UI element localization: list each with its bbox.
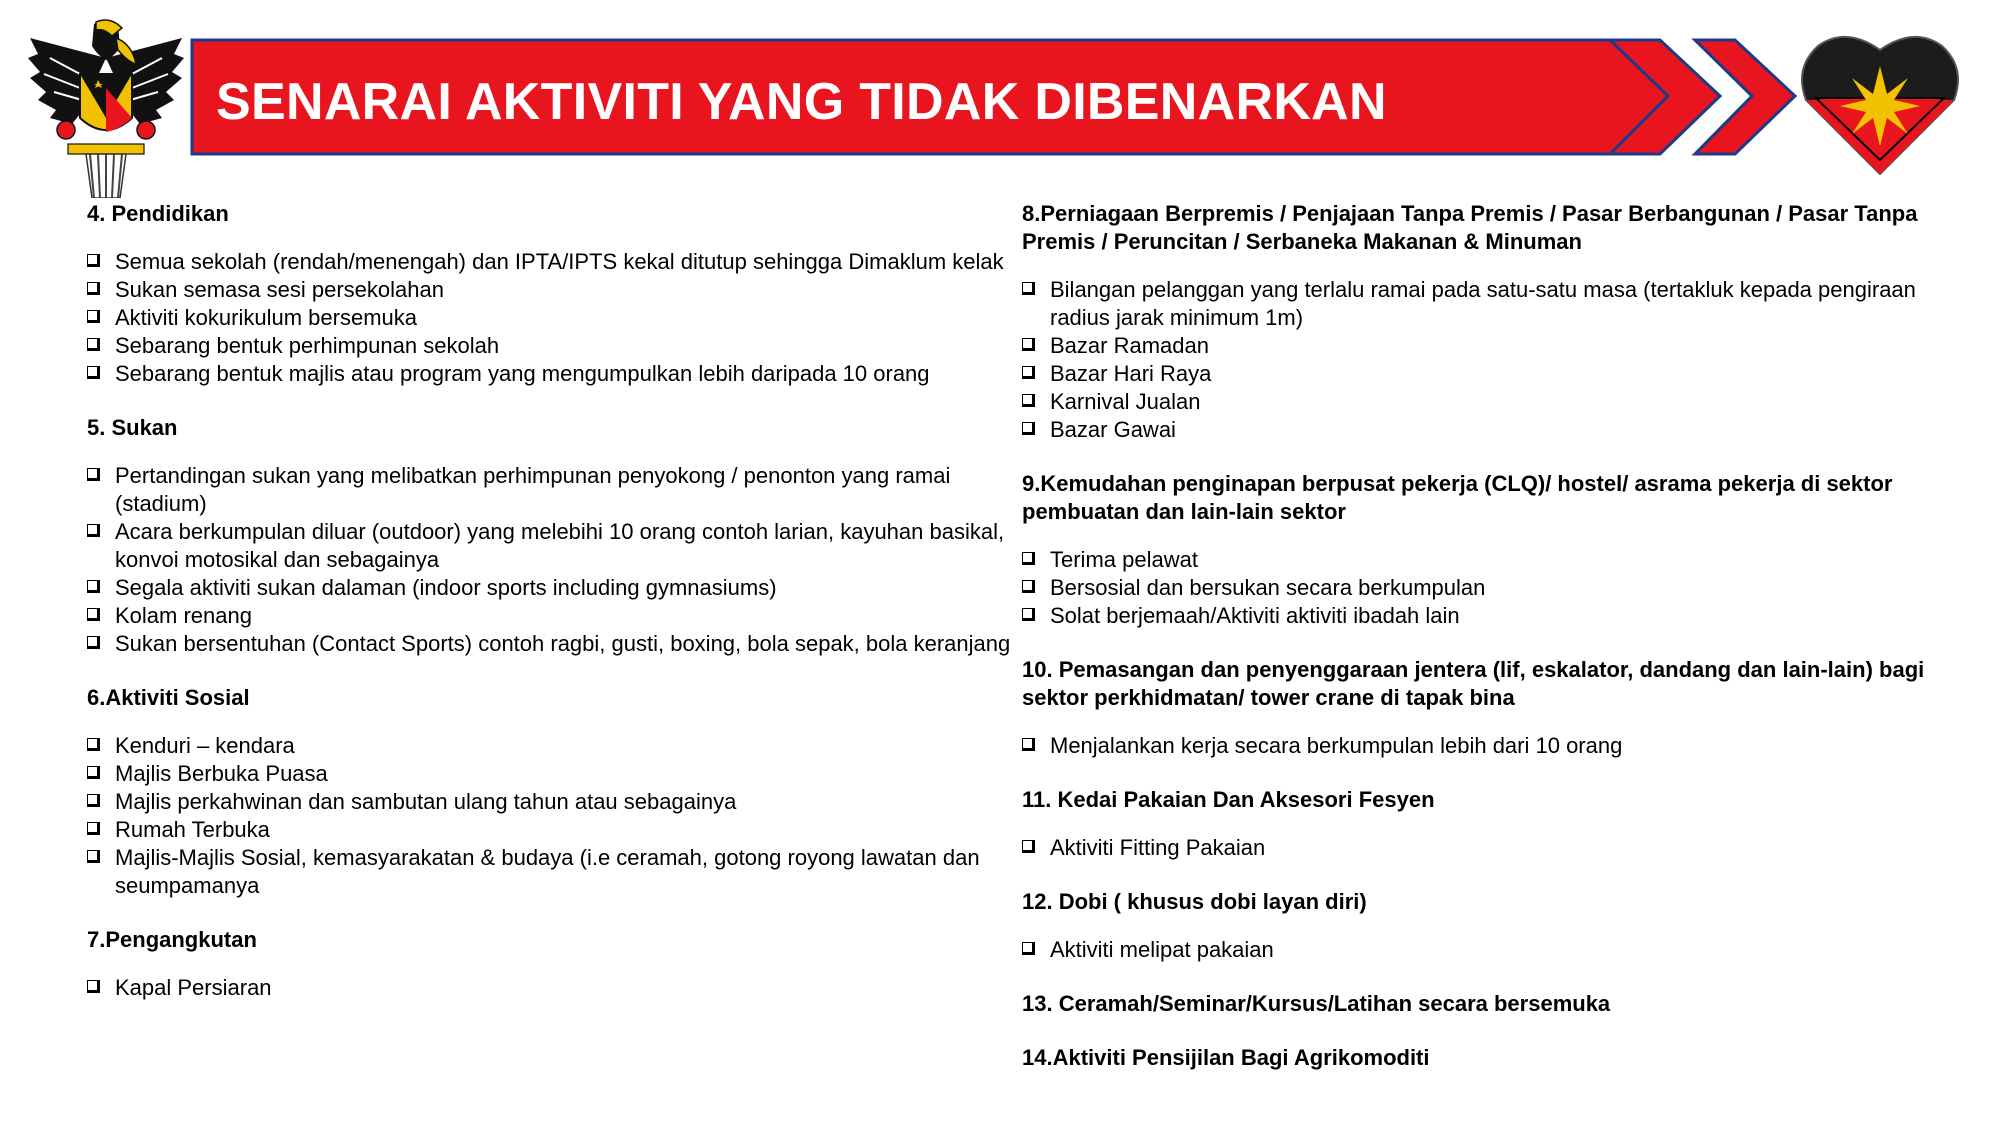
- list-item: Bazar Ramadan: [1022, 332, 1962, 360]
- list-item: Sukan bersentuhan (Contact Sports) contoh ragbi, gusti, boxing, bola sepak, bola keranjang: [87, 630, 1017, 658]
- sarawak-coat-of-arms-icon: [20, 18, 192, 198]
- left-column: [87, 200, 1017, 1028]
- list-item: Terima pelawat: [1022, 546, 1962, 574]
- section-title: 5. Sukan: [87, 415, 178, 440]
- list-item: Semua sekolah (rendah/menengah) dan IPTA/IPTS kekal ditutup sehingga Dimaklum kelak: [87, 248, 1017, 276]
- section-ceramah: [1022, 990, 1962, 1018]
- section-dobi: [1022, 888, 1962, 964]
- list-item: Majlis perkahwinan dan sambutan ulang tahun atau sebagainya: [87, 788, 1017, 816]
- section-aktiviti-sosial: [87, 684, 1017, 900]
- section-title: 8.Perniagaan Berpremis / Penjajaan Tanpa Premis / Pasar Berbangunan / Pasar Tanpa Premis / Peruncitan / Serbaneka Makanan & Minuman: [1022, 201, 1918, 254]
- list-item: Majlis-Majlis Sosial, kemasyarakatan & budaya (i.e ceramah, gotong royong lawatan dan seumpamanya: [87, 844, 1017, 900]
- checkbox-icon: [87, 580, 100, 593]
- list-item: Kapal Persiaran: [87, 974, 1017, 1002]
- checkbox-icon: [87, 794, 100, 807]
- list-item: Sebarang bentuk majlis atau program yang mengumpulkan lebih daripada 10 orang: [87, 360, 1017, 388]
- list-item: Kolam renang: [87, 602, 1017, 630]
- heart-star-logo-icon: [1800, 28, 1960, 178]
- checkbox-icon: [87, 524, 100, 537]
- checkbox-icon: [87, 766, 100, 779]
- checkbox-icon: [1022, 366, 1035, 379]
- section-kedai-pakaian: [1022, 786, 1962, 862]
- checkbox-icon: [87, 850, 100, 863]
- list-item: Aktiviti kokurikulum bersemuka: [87, 304, 1017, 332]
- checkbox-icon: [87, 738, 100, 751]
- list-item: Rumah Terbuka: [87, 816, 1017, 844]
- checkbox-icon: [87, 980, 100, 993]
- checkbox-icon: [87, 822, 100, 835]
- list-item: Menjalankan kerja secara berkumpulan lebih dari 10 orang: [1022, 732, 1962, 760]
- checkbox-icon: [87, 366, 100, 379]
- section-title: 6.Aktiviti Sosial: [87, 685, 250, 710]
- page-title: SENARAI AKTIVITI YANG TIDAK DIBENARKAN: [216, 73, 1387, 131]
- checkbox-icon: [87, 338, 100, 351]
- section-title: 14.Aktiviti Pensijilan Bagi Agrikomoditi: [1022, 1045, 1430, 1070]
- list-item: Solat berjemaah/Aktiviti aktiviti ibadah lain: [1022, 602, 1962, 630]
- section-sukan: [87, 414, 1017, 658]
- list-item: Karnival Jualan: [1022, 388, 1962, 416]
- list-item: Kenduri – kendara: [87, 732, 1017, 760]
- checkbox-icon: [1022, 552, 1035, 565]
- checkbox-icon: [1022, 338, 1035, 351]
- section-pendidikan: [87, 200, 1017, 388]
- list-item: Bilangan pelanggan yang terlalu ramai pada satu-satu masa (tertakluk kepada pengiraan radius jarak minimum 1m): [1022, 276, 1962, 332]
- checkbox-icon: [1022, 738, 1035, 751]
- list-item: Sebarang bentuk perhimpunan sekolah: [87, 332, 1017, 360]
- checkbox-icon: [87, 310, 100, 323]
- header-banner: [190, 38, 1800, 158]
- checkbox-icon: [87, 636, 100, 649]
- section-title: 7.Pengangkutan: [87, 927, 257, 952]
- checkbox-icon: [1022, 394, 1035, 407]
- section-pemasangan-jentera: [1022, 656, 1962, 760]
- checkbox-icon: [87, 608, 100, 621]
- section-title: 4. Pendidikan: [87, 201, 229, 226]
- checkbox-icon: [87, 254, 100, 267]
- checkbox-icon: [1022, 580, 1035, 593]
- section-title: 13. Ceramah/Seminar/Kursus/Latihan secara bersemuka: [1022, 991, 1611, 1016]
- checkbox-icon: [87, 468, 100, 481]
- section-title: 9.Kemudahan penginapan berpusat pekerja (CLQ)/ hostel/ asrama pekerja di sektor pembuatan dan lain-lain sektor: [1022, 471, 1893, 524]
- list-item: Segala aktiviti sukan dalaman (indoor sports including gymnasiums): [87, 574, 1017, 602]
- checkbox-icon: [1022, 608, 1035, 621]
- section-perniagaan: [1022, 200, 1962, 444]
- list-item: Bazar Hari Raya: [1022, 360, 1962, 388]
- section-pengangkutan: [87, 926, 1017, 1002]
- checkbox-icon: [1022, 942, 1035, 955]
- list-item: Sukan semasa sesi persekolahan: [87, 276, 1017, 304]
- list-item: Majlis Berbuka Puasa: [87, 760, 1017, 788]
- list-item: Bersosial dan bersukan secara berkumpulan: [1022, 574, 1962, 602]
- list-item: Aktiviti melipat pakaian: [1022, 936, 1962, 964]
- section-title: 12. Dobi ( khusus dobi layan diri): [1022, 889, 1367, 914]
- list-item: Bazar Gawai: [1022, 416, 1962, 444]
- checkbox-icon: [87, 282, 100, 295]
- section-title: 11. Kedai Pakaian Dan Aksesori Fesyen: [1022, 787, 1435, 812]
- section-title: 10. Pemasangan dan penyenggaraan jentera (lif, eskalator, dandang dan lain-lain) bagi sektor perkhidmatan/ tower crane di tapak bina: [1022, 657, 1925, 710]
- right-column: [1022, 200, 1962, 1098]
- section-kemudahan-penginapan: [1022, 470, 1962, 630]
- checkbox-icon: [1022, 840, 1035, 853]
- list-item: Pertandingan sukan yang melibatkan perhimpunan penyokong / penonton yang ramai (stadium): [87, 462, 1017, 518]
- section-pensijilan: [1022, 1044, 1962, 1072]
- checkbox-icon: [1022, 282, 1035, 295]
- checkbox-icon: [1022, 422, 1035, 435]
- list-item: Acara berkumpulan diluar (outdoor) yang melebihi 10 orang contoh larian, kayuhan basikal, konvoi motosikal dan sebagainya: [87, 518, 1017, 574]
- list-item: Aktiviti Fitting Pakaian: [1022, 834, 1962, 862]
